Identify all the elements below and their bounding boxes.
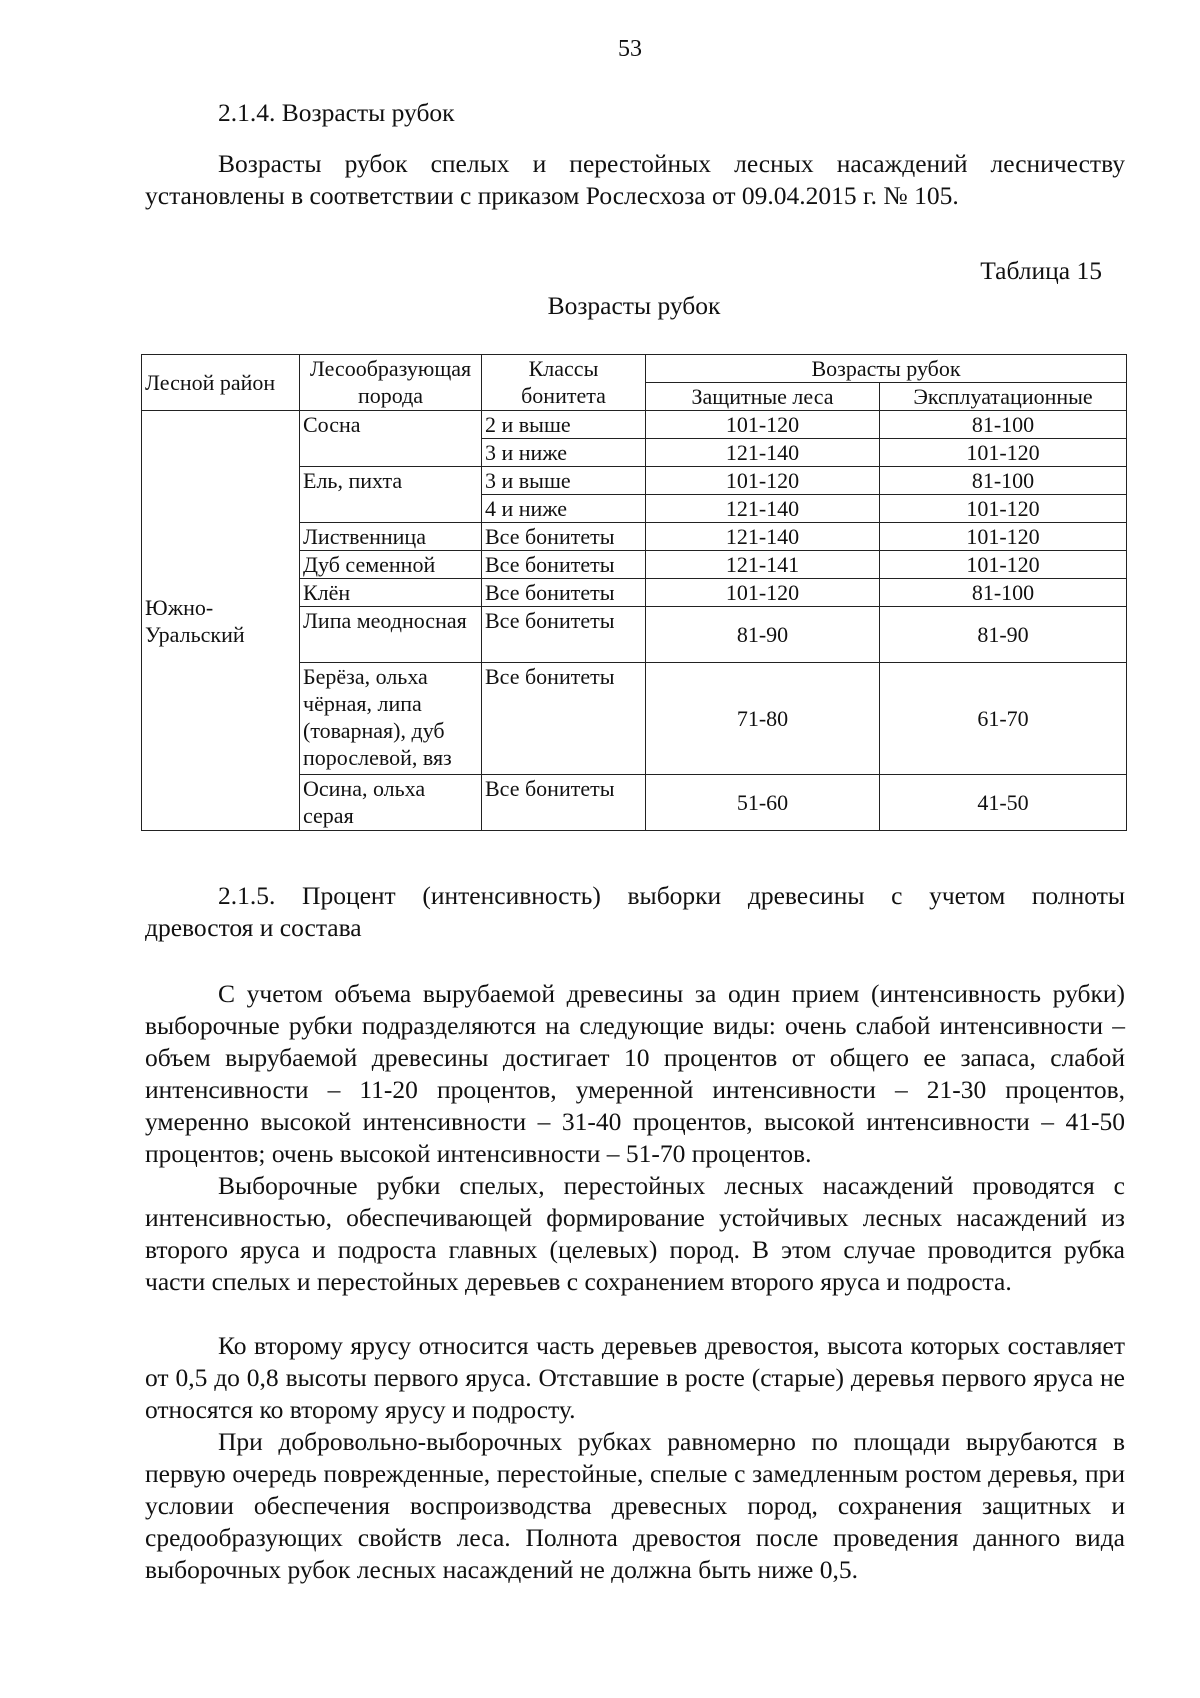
class-cell: 4 и ниже: [482, 495, 646, 523]
exploitation-cell: 101-120: [880, 495, 1127, 523]
table-number: Таблица 15: [980, 256, 1102, 285]
exploitation-cell: 41-50: [880, 775, 1127, 831]
class-cell: Все бонитеты: [482, 523, 646, 551]
protective-cell: 81-90: [646, 607, 880, 663]
header-exploitation: Эксплуатационные: [880, 383, 1127, 411]
table-title: Возрасты рубок: [547, 291, 721, 320]
paragraph-intensity-types: [145, 978, 1125, 1170]
exploitation-cell: 81-90: [880, 607, 1127, 663]
exploitation-cell: 101-120: [880, 551, 1127, 579]
paragraph-text: Возрасты рубок спелых и перестойных лесных насаждений лесничеству установлены в соответствии с приказом Рослесхоза от 09.04.2015 г. № 105.: [145, 149, 1125, 210]
paragraph-text: С учетом объема вырубаемой древесины за один прием (интенсивность рубки) выборочные рубки подразделяются на следующие виды: очень слабой интенсивности – объем вырубаемой древесины достигает 10 процентов от общего ее запаса, слабой интенсивности – 11-20 процентов, умеренной интенсивности – 21-30 процентов, умеренно высокой интенсивности – 31-40 процентов, высокой интенсивности – 41-50 процентов; очень высокой интенсивности – 51-70 процентов.: [145, 979, 1125, 1168]
species-cell: Дуб семенной: [300, 551, 482, 579]
page-number: 53: [618, 36, 642, 62]
protective-cell: 51-60: [646, 775, 880, 831]
exploitation-cell: 81-100: [880, 579, 1127, 607]
exploitation-cell: 61-70: [880, 663, 1127, 775]
exploitation-cell: 81-100: [880, 411, 1127, 439]
species-cell: Клён: [300, 579, 482, 607]
paragraph-text: Ко второму ярусу относится часть деревьев древостоя, высота которых составляет от 0,5 до 0,8 высоты первого яруса. Отставшие в росте (старые) деревья первого яруса не относятся ко второму ярусу и подросту.: [145, 1331, 1125, 1424]
region-cell: Южно-Уральский: [142, 411, 300, 831]
paragraph-cutting-ages: [145, 148, 1125, 212]
header-classes: Классы бонитета: [482, 355, 646, 411]
species-cell: Липа меодносная: [300, 607, 482, 663]
section-heading-2-1-5-line2: древостоя и состава: [145, 913, 362, 942]
protective-cell: 71-80: [646, 663, 880, 775]
header-species: Лесообразующая порода: [300, 355, 482, 411]
species-cell: Ель, пихта: [300, 467, 482, 523]
class-cell: Все бонитеты: [482, 579, 646, 607]
species-cell: Сосна: [300, 411, 482, 467]
protective-cell: 121-140: [646, 523, 880, 551]
header-region: Лесной район: [142, 355, 300, 411]
class-cell: 2 и выше: [482, 411, 646, 439]
paragraph-text: Выборочные рубки спелых, перестойных лесных насаждений проводятся с интенсивностью, обеспечивающей формирование устойчивых лесных насаждений из второго яруса и подроста главных (целевых) пород. В этом случае проводится рубка части спелых и перестойных деревьев с сохранением второго яруса и подроста.: [145, 1171, 1125, 1296]
section-heading-2-1-5-line1: 2.1.5. Процент (интенсивность) выборки древесины с учетом полноты: [218, 881, 1125, 910]
protective-cell: 101-120: [646, 579, 880, 607]
species-cell: Берёза, ольха чёрная, липа (товарная), дуб порослевой, вяз: [300, 663, 482, 775]
header-ages: Возрасты рубок: [646, 355, 1127, 383]
class-cell: Все бонитеты: [482, 663, 646, 775]
class-cell: 3 и ниже: [482, 439, 646, 467]
paragraph-selective-cutting: [145, 1170, 1125, 1298]
exploitation-cell: 101-120: [880, 439, 1127, 467]
class-cell: Все бонитеты: [482, 551, 646, 579]
exploitation-cell: 101-120: [880, 523, 1127, 551]
protective-cell: 101-120: [646, 467, 880, 495]
section-heading-2-1-4: 2.1.4. Возрасты рубок: [218, 98, 455, 127]
paragraph-text: При добровольно-выборочных рубках равномерно по площади вырубаются в первую очередь поврежденные, перестойные, спелые с замедленным ростом деревья, при условии обеспечения воспроизводства древесных пород, сохранения защитных и средообразующих свойств леса. Полнота древостоя после проведения данного вида выборочных рубок лесных насаждений не должна быть ниже 0,5.: [145, 1427, 1125, 1584]
protective-cell: 121-140: [646, 495, 880, 523]
paragraph-voluntary-cutting: [145, 1426, 1125, 1586]
class-cell: Все бонитеты: [482, 607, 646, 663]
protective-cell: 101-120: [646, 411, 880, 439]
header-protective: Защитные леса: [646, 383, 880, 411]
class-cell: Все бонитеты: [482, 775, 646, 831]
class-cell: 3 и выше: [482, 467, 646, 495]
paragraph-second-tier: [145, 1330, 1125, 1426]
species-cell: Лиственница: [300, 523, 482, 551]
protective-cell: 121-141: [646, 551, 880, 579]
exploitation-cell: 81-100: [880, 467, 1127, 495]
species-cell: Осина, ольха серая: [300, 775, 482, 831]
protective-cell: 121-140: [646, 439, 880, 467]
cutting-ages-table: [141, 354, 1127, 831]
